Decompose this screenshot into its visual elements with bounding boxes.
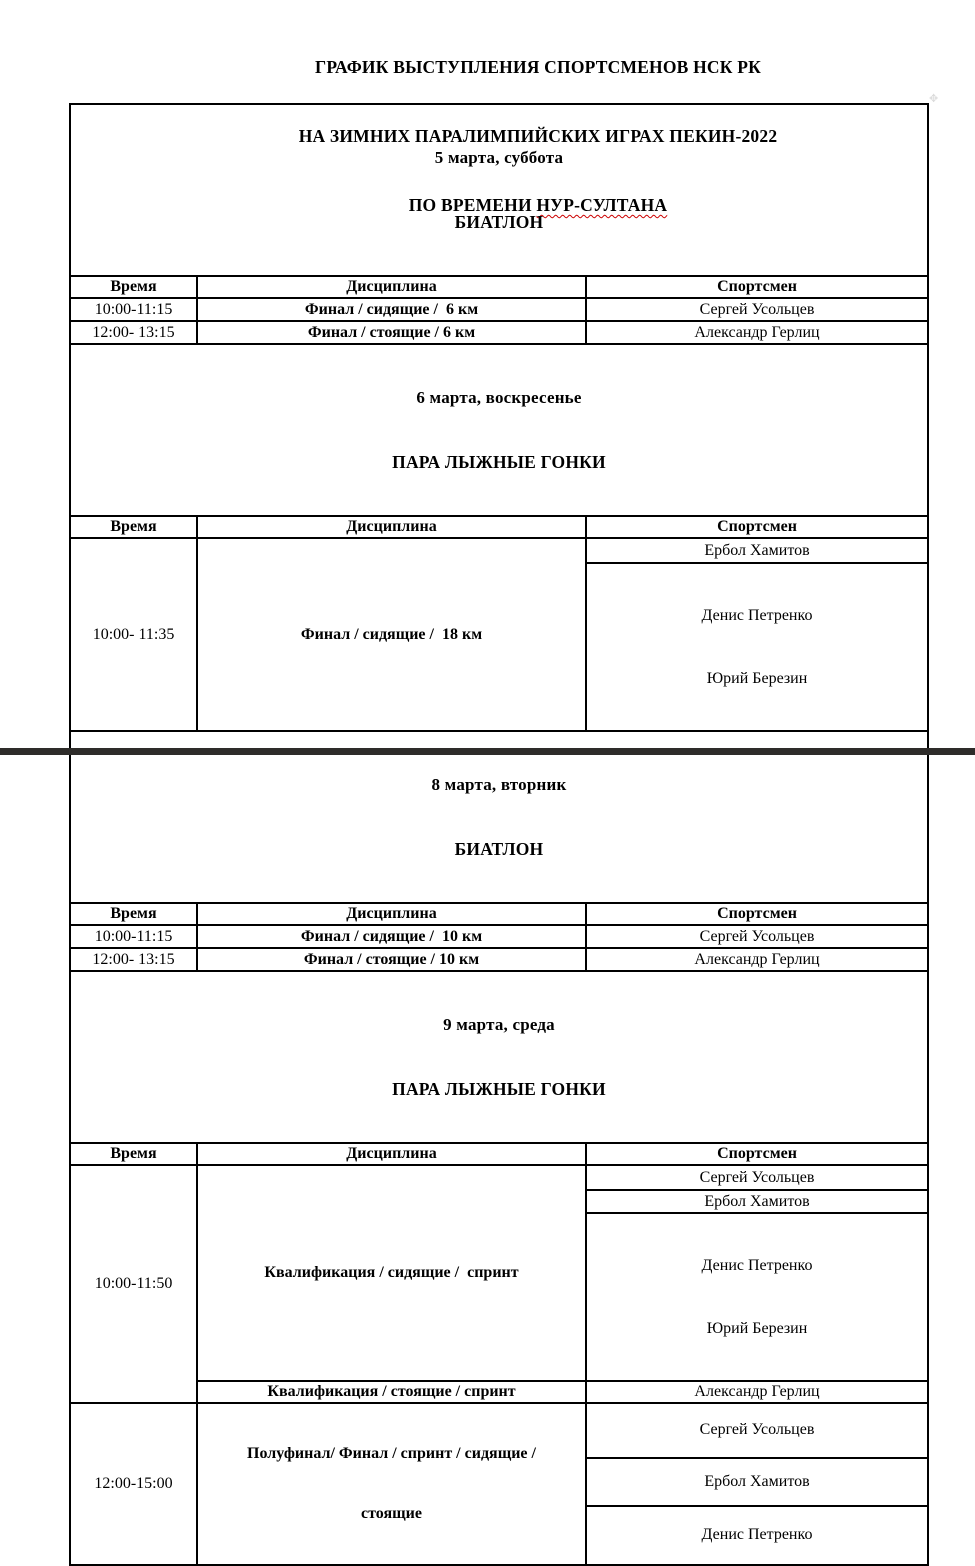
table-row: [70, 948, 928, 971]
time-cell: 12:00- 13:15: [70, 948, 197, 971]
time-cell: 10:00-11:50: [70, 1165, 197, 1403]
table-handle-icon[interactable]: ✥: [929, 92, 939, 105]
col-header-discipline: Дисциплина: [197, 903, 586, 925]
athlete-cell: [586, 1213, 928, 1381]
athlete-cell: Денис Петренко: [586, 1506, 928, 1565]
athlete-cell: [586, 563, 928, 731]
title-line-2: НА ЗИМНИХ ПАРАЛИМПИЙСКИХ ИГРАХ ПЕКИН-2022: [298, 126, 778, 146]
table-row: [70, 1381, 928, 1403]
col-header-discipline: Дисциплина: [197, 276, 586, 298]
table-row: [70, 321, 928, 344]
table-row: [70, 1165, 928, 1190]
discipline-cell: Финал / сидящие / 10 км: [197, 925, 586, 948]
misspelled-word: НУР-СУЛТАНА: [536, 195, 668, 215]
day-header-cell: [70, 731, 928, 903]
athlete-cell: Сергей Усольцев: [586, 298, 928, 321]
col-header-athlete: Спортсмен: [586, 1143, 928, 1165]
section-header-row: [70, 731, 928, 903]
schedule-table: [69, 103, 929, 1566]
section-date: 9 марта, среда: [443, 1015, 555, 1034]
col-header-discipline: Дисциплина: [197, 516, 586, 538]
section-header-row: [70, 971, 928, 1143]
time-cell: 10:00- 11:35: [70, 538, 197, 731]
title-line-1: ГРАФИК ВЫСТУПЛЕНИЯ СПОРТСМЕНОВ НСК РК: [314, 57, 762, 77]
section-date: 8 марта, вторник: [431, 775, 567, 794]
column-header-row: [70, 516, 928, 538]
table-row: [70, 538, 928, 563]
section-header-row: [70, 104, 928, 276]
discipline-line: стоящие: [361, 1505, 422, 1522]
section-header-row: [70, 344, 928, 516]
athlete-cell: Александр Герлиц: [586, 321, 928, 344]
discipline-line: Полуфинал/ Финал / спринт / сидящие /: [247, 1445, 536, 1462]
day-header-cell: [70, 104, 928, 276]
table-row: [70, 298, 928, 321]
time-cell: 12:00-15:00: [70, 1403, 197, 1565]
athlete-name: Юрий Березин: [706, 1320, 808, 1337]
time-cell: 10:00-11:15: [70, 925, 197, 948]
athlete-cell: Сергей Усольцев: [586, 1165, 928, 1190]
athlete-cell: Ербол Хамитов: [586, 538, 928, 563]
time-cell: 10:00-11:15: [70, 298, 197, 321]
section-sport: ПАРА ЛЫЖНЫЕ ГОНКИ: [392, 1079, 606, 1099]
col-header-athlete: Спортсмен: [586, 903, 928, 925]
col-header-time: Время: [70, 516, 197, 538]
discipline-cell: Финал / сидящие / 6 км: [197, 298, 586, 321]
col-header-time: Время: [70, 276, 197, 298]
col-header-athlete: Спортсмен: [586, 276, 928, 298]
column-header-row: [70, 276, 928, 298]
athlete-cell: Сергей Усольцев: [586, 925, 928, 948]
window-bottom-edge: [0, 748, 975, 755]
column-header-row: [70, 1143, 928, 1165]
athlete-cell: Ербол Хамитов: [586, 1458, 928, 1506]
athlete-name: Денис Петренко: [701, 607, 813, 624]
col-header-discipline: Дисциплина: [197, 1143, 586, 1165]
athlete-cell: Ербол Хамитов: [586, 1190, 928, 1213]
discipline-cell: Финал / сидящие / 18 км: [197, 538, 586, 731]
athlete-cell: Сергей Усольцев: [586, 1403, 928, 1458]
table-row: [70, 1403, 928, 1458]
table-row: [70, 925, 928, 948]
section-date: 5 марта, суббота: [434, 148, 564, 167]
title-line-3-prefix: ПО ВРЕМЕНИ: [408, 195, 537, 215]
discipline-cell: Квалификация / стоящие / спринт: [197, 1381, 586, 1403]
day-header-cell: [70, 971, 928, 1143]
section-sport: БИАТЛОН: [454, 839, 544, 859]
discipline-cell: Финал / стоящие / 6 км: [197, 321, 586, 344]
discipline-cell: Квалификация / сидящие / спринт: [197, 1165, 586, 1381]
col-header-athlete: Спортсмен: [586, 516, 928, 538]
athlete-cell: Александр Герлиц: [586, 1381, 928, 1403]
time-cell: 12:00- 13:15: [70, 321, 197, 344]
section-sport: БИАТЛОН: [454, 212, 544, 232]
discipline-cell: [197, 1403, 586, 1565]
column-header-row: [70, 903, 928, 925]
day-header-cell: [70, 344, 928, 516]
athlete-cell: Александр Герлиц: [586, 948, 928, 971]
discipline-cell: Финал / стоящие / 10 км: [197, 948, 586, 971]
col-header-time: Время: [70, 1143, 197, 1165]
col-header-time: Время: [70, 903, 197, 925]
section-date: 6 марта, воскресенье: [416, 388, 582, 407]
athlete-name: Денис Петренко: [701, 1257, 813, 1274]
athlete-name: Юрий Березин: [706, 670, 808, 687]
section-sport: ПАРА ЛЫЖНЫЕ ГОНКИ: [392, 452, 606, 472]
